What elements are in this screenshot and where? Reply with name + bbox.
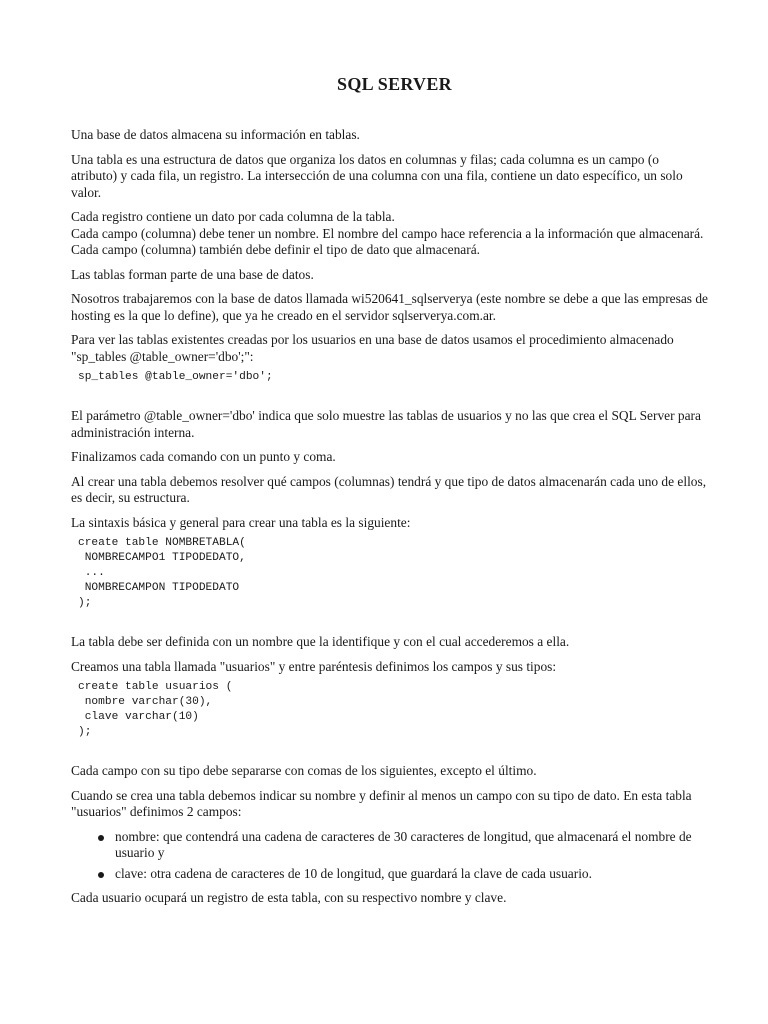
document-body	[71, 127, 708, 907]
paragraph: La sintaxis básica y general para crear una tabla es la siguiente:	[71, 514, 411, 530]
paragraph: Una tabla es una estructura de datos que organiza los datos en columnas y filas; cada columna es un campo (o atributo) y cada fila, un registro. La intersección de una columna con una fila, contiene un dato específico, un solo valor.	[71, 151, 683, 200]
paragraph: Cada registro contiene un dato por cada columna de la tabla.	[71, 209, 395, 224]
paragraph: Finalizamos cada comando con un punto y coma.	[71, 449, 336, 464]
paragraph: La tabla debe ser definida con un nombre que la identifique y con el cual accederemos a ella.	[71, 634, 570, 649]
paragraph: Nosotros trabajaremos con la base de datos llamada wi520641_sqlserverya (este nombre se debe a que las empresas de hosting es la que lo define), que ya he creado en el servidor sqlserverya.com.ar.	[71, 291, 708, 323]
paragraph: Las tablas forman parte de una base de datos.	[71, 266, 314, 282]
list-item-text: clave: otra cadena de caracteres de 10 de longitud, que guardará la clave de cada usuario.	[115, 865, 592, 881]
paragraph: Cada campo (columna) también debe definir el tipo de dato que almacenará.	[71, 242, 480, 257]
paragraph: El parámetro @table_owner='dbo' indica que solo muestre las tablas de usuarios y no las que crea el SQL Server para administración interna.	[71, 408, 701, 440]
paragraph: Al crear una tabla debemos resolver qué campos (columnas) tendrá y que tipo de datos almacenarán cada uno de ellos, es decir, su estructura.	[71, 473, 707, 505]
paragraph: Una base de datos almacena su información en tablas.	[71, 127, 360, 142]
page-title: SQL SERVER	[337, 74, 452, 94]
field-list	[71, 829, 708, 883]
bullet-icon	[98, 835, 104, 841]
paragraph: Cada usuario ocupará un registro de esta tabla, con su respectivo nombre y clave.	[71, 890, 507, 905]
code-block-usuarios: create table usuarios ( nombre varchar(30), clave varchar(10) );	[78, 681, 233, 738]
paragraph: Creamos una tabla llamada "usuarios" y entre paréntesis definimos los campos y sus tipos:	[71, 658, 557, 674]
code-block-sp-tables: sp_tables @table_owner='dbo';	[78, 371, 273, 383]
code-block-syntax: create table NOMBRETABLA( NOMBRECAMPO1 TIPODEDATO, ... NOMBRECAMPON TIPODEDATO );	[78, 537, 246, 609]
bullet-icon	[98, 872, 104, 878]
paragraph: Para ver las tablas existentes creadas por los usuarios en una base de datos usamos el procedimiento almacenado "sp_tables @table_owner='dbo';":	[71, 332, 674, 364]
paragraph: Cuando se crea una tabla debemos indicar su nombre y definir al menos un campo con su tipo de dato. En esta tabla "usuarios" definimos 2 campos:	[71, 787, 692, 819]
paragraph: Cada campo (columna) debe tener un nombre. El nombre del campo hace referencia a la información que almacenará.	[71, 225, 704, 241]
list-item-text: nombre: que contendrá una cadena de caracteres de 30 caracteres de longitud, que almacenará el nombre de usuario y	[115, 828, 692, 860]
paragraph: Cada campo con su tipo debe separarse con comas de los siguientes, excepto el último.	[71, 763, 537, 778]
list-item	[115, 829, 708, 862]
list-item	[115, 866, 708, 883]
